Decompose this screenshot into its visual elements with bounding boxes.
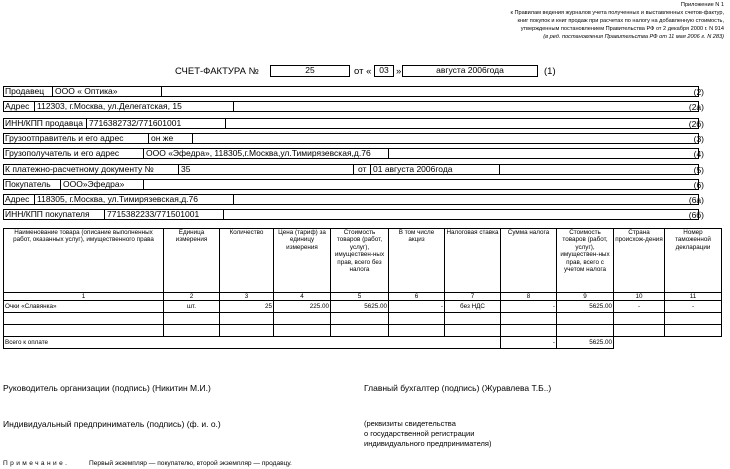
note-label: Примечание. [3,460,70,467]
seller-address-value: 112303, г.Москва, ул.Делегатская, 15 [34,101,234,112]
seller-inn-label: ИНН/КПП продавца [5,118,83,128]
buyer-address-value: 118305, г.Москва, ул.Тимирязевская,д.76 [34,194,234,205]
col-number: 5 [331,293,389,301]
cell-tax-sum: - [501,301,557,313]
header-amendment-line: (в ред. постановления Правительства РФ от 11 мая 2006 г. N 283) [543,34,724,40]
consignee-value: ООО «Эфедра», 118305,г.Москва,ул.Тимирязевская,д.76 [143,148,389,159]
consignee-label: Грузополучатель и его адрес [5,148,120,158]
seller-inn-value: 7716382732/771601001 [86,118,226,129]
col-header-cost-gross: Стоимость товаров (работ, услуг), имуществен-ных прав, всего с учетом налога [557,229,614,293]
invoice-month-year: августа 2006года [402,65,538,77]
buyer-ref: (6) [693,180,704,190]
buyer-address-label: Адрес [5,194,30,204]
seller-inn-ref: (2б) [688,119,704,129]
entrepreneur-signature: Индивидуальный предприниматель (подпись) (ф. и. о.) [3,419,221,429]
cell-cost-net: 5625.00 [331,301,389,313]
col-number: 7 [445,293,501,301]
seller-address-ref: (2а) [688,102,704,112]
col-header-unit: Единица измерения [164,229,220,293]
column-numbers-row [4,293,722,301]
table-row [4,301,722,313]
total-row [4,337,722,349]
total-tax: - [501,337,557,349]
consignee-ref: (4) [693,149,704,159]
col-number: 4 [274,293,331,301]
invoice-ref: (1) [544,66,556,77]
col-header-excise: В том числе акциз [389,229,445,293]
col-header-declaration: Номер таможенной декларации [665,229,722,293]
total-label: Всего к оплате [4,337,501,349]
head-signature: Руководитель организации (подпись) (Никитин М.И.) [3,383,211,393]
shipper-value: он же [148,133,193,144]
seller-label: Продавец [5,86,45,96]
col-header-quantity: Количество [220,229,274,293]
payment-doc-from: от [358,164,367,174]
col-number: 9 [557,293,614,301]
col-number: 2 [164,293,220,301]
invoice-title: СЧЕТ-ФАКТУРА № [175,66,259,77]
invoice-close-quote: » [396,66,402,77]
col-header-country: Страна происхож-дения [614,229,665,293]
table-row-empty [4,313,722,325]
col-header-cost-net: Стоимость товаров (работ, услуг), имуществен-ных прав, всего без налога [331,229,389,293]
header-books-line: книг покупок и книг продаж при расчетах по налогу на добавленную стоимость, [517,18,724,24]
payment-doc-date: 01 августа 2006года [370,164,500,175]
col-number: 3 [220,293,274,301]
invoice-number: 25 [270,65,350,77]
payment-doc-number: 35 [178,164,354,175]
cell-unit: шт. [164,301,220,313]
header-rules-line: к Правилам ведения журналов учета полученных и выставленных счетов-фактур, [510,10,724,16]
note-text: Первый экземпляр — покупателю, второй экземпляр — продавцу. [89,460,292,467]
buyer-inn-label: ИНН/КПП покупателя [5,209,90,219]
payment-doc-ref: (5) [693,165,704,175]
col-number: 10 [614,293,665,301]
shipper-ref: (3) [693,134,704,144]
cell-excise: - [389,301,445,313]
requisites-line-3: индивидуального предпринимателя) [364,439,492,448]
cell-price: 225.00 [274,301,331,313]
cell-country: - [614,301,665,313]
cell-declaration: - [665,301,722,313]
total-sum: 5625.00 [557,337,614,349]
header-appendix: Приложение N 1 [680,2,724,8]
col-number: 6 [389,293,445,301]
cell-tax-rate: без НДС [445,301,501,313]
header-approved-line: утвержденным постановлением Правительства РФ от 2 декабря 2000 г. N 914 [520,26,724,32]
cell-quantity: 25 [220,301,274,313]
buyer-inn-ref: (6б) [688,210,704,220]
shipper-label: Грузоотправитель и его адрес [5,133,124,143]
payment-doc-label: К платежно-расчетному документу № [5,164,154,174]
col-header-tax-sum: Сумма налога [501,229,557,293]
seller-ref: (2) [693,87,704,97]
accountant-signature: Главный бухгалтер (подпись) (Журавлева Т.Б..) [364,383,552,393]
buyer-inn-value: 7715382233/771501001 [104,209,224,220]
buyer-value: ООО»Эфедра» [60,179,144,190]
col-number: 11 [665,293,722,301]
goods-table [3,228,722,349]
buyer-address-ref: (6а) [688,195,704,205]
col-header-price: Цена (тариф) за единицу измерения [274,229,331,293]
buyer-label: Покупатель [5,179,51,189]
requisites-line-2: о государственной регистрации [364,429,475,438]
invoice-day: 03 [374,65,394,77]
seller-value: ООО « Оптика» [52,86,162,97]
table-row-empty [4,325,722,337]
cell-item-name: Очки «Славянка» [4,301,164,313]
col-number: 8 [501,293,557,301]
seller-address-label: Адрес [5,101,30,111]
invoice-from: от « [354,66,372,77]
requisites-line-1: (реквизиты свидетельства [364,419,456,428]
col-number: 1 [4,293,164,301]
col-header-tax-rate: Налоговая ставка [445,229,501,293]
cell-cost-gross: 5625.00 [557,301,614,313]
col-header-name: Наименование товара (описание выполненных работ, оказанных услуг), имущественного права [4,229,164,293]
